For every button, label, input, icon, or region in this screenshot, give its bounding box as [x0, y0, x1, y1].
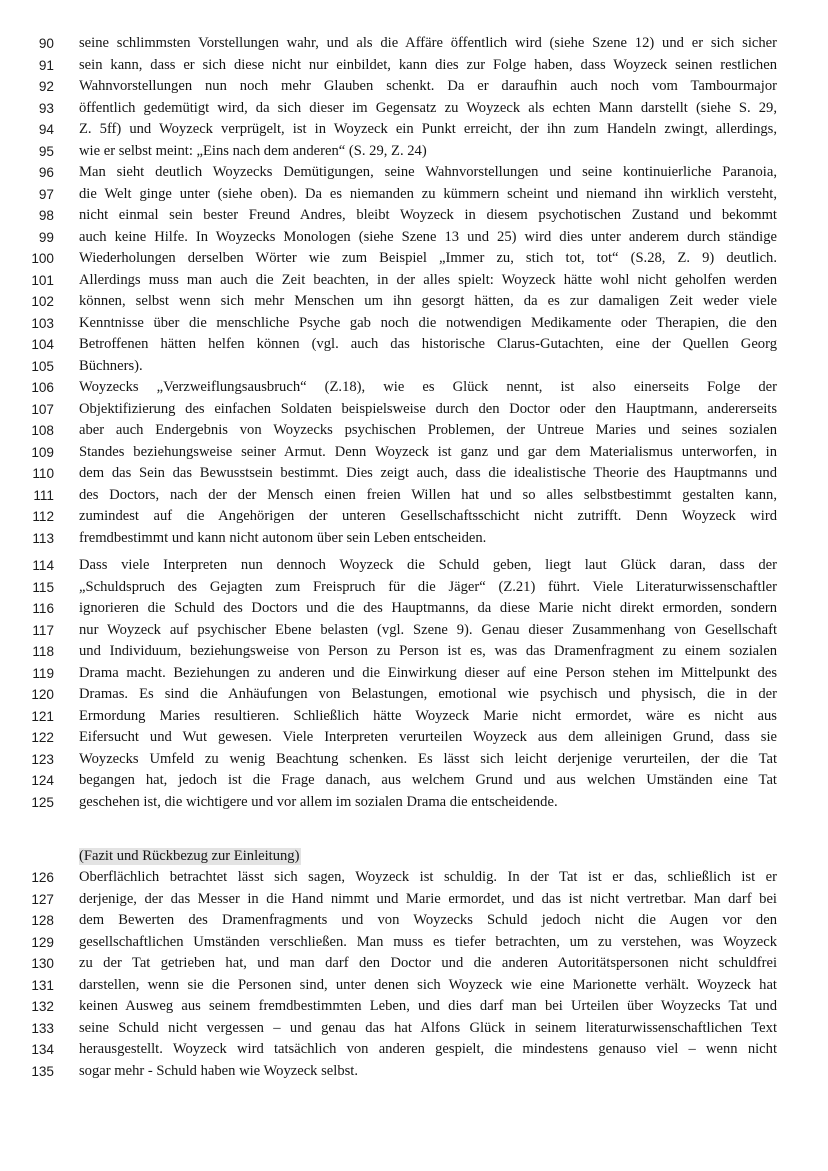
text-line: [0, 1018, 828, 1040]
line-text: zumindest auf die Angehörigen der unteren Gesellschaftsschicht nicht zutrifft. Denn Woyzeck wird: [79, 508, 777, 524]
line-number: 99: [38, 229, 54, 245]
line-text: sogar mehr - Schuld haben wie Woyzeck selbst.: [79, 1062, 359, 1079]
text-line: [0, 528, 828, 550]
paragraph-conclusion: [0, 867, 828, 1082]
line-text: herausgestellt. Woyzeck wird tatsächlich von anderen gespielt, die mindestens genauso viel – wenn nicht: [79, 1041, 777, 1057]
paragraph-3: [0, 555, 828, 813]
text-line: [0, 334, 828, 356]
line-text: können, selbst wenn sich mehr Menschen um ihn gesorgt hätten, da es zur damaligen Zeit weder viele: [79, 293, 777, 309]
line-number: 109: [31, 444, 54, 460]
line-text: Kenntnisse über die menschliche Psyche gab noch die notwendigen Medikamente oder Therapien, die den: [79, 314, 777, 331]
line-text: die Welt ginge unter (siehe oben). Da es niemanden zu kümmern scheint und niemand ihn wirklich versteht,: [79, 185, 777, 202]
line-number: 135: [31, 1063, 54, 1079]
line-number: 90: [38, 36, 54, 51]
line-text: auch keine Hilfe. In Woyzecks Monologen (siehe Szene 13 und 25) wird dies unter anderem durch ständige: [79, 228, 777, 245]
line-text: keinen Ausweg aus seinem fremdbestimmten Leben, und dies darf man bei Urteilen über Woyzecks Tat und: [79, 998, 777, 1014]
line-number: 125: [31, 794, 54, 810]
line-number: 110: [32, 466, 54, 481]
paragraph-2: [0, 377, 828, 549]
line-text: Objektifizierung des einfachen Soldaten beispielsweise durch den Doctor oder den Hauptmann, andererseits: [79, 400, 777, 417]
line-text: öffentlich gedemütigt wird, da sich dieser im Gegensatz zu Woyzeck als echten Mann darstellt (siehe S. 29,: [79, 99, 777, 116]
heading-text: (Fazit und Rückbezug zur Einleitung): [79, 848, 300, 864]
line-text: Allerdings muss man auch die Zeit beachten, in der alles spielt: Woyzeck hätte wohl nicht geholfen werden: [79, 271, 777, 288]
text-line: [0, 141, 828, 163]
line-text: wie er selbst meint: „Eins nach dem anderen“ (S. 29, Z. 24): [79, 142, 427, 159]
line-number: 113: [32, 530, 54, 546]
line-number: 121: [31, 708, 54, 724]
text-line: [0, 248, 828, 270]
line-number: 100: [31, 251, 54, 266]
line-number: 108: [31, 423, 54, 438]
line-text: ignorieren die Schuld des Doctors und die des Hauptmanns, da diese Marie nicht direkt ermorden, sondern: [79, 600, 777, 616]
text-line: [0, 76, 828, 98]
line-text: Woyzecks Umfeld zu wenig Beachtung schenken. Es lässt sich leicht derjenige verurteilen, der die Tat: [79, 750, 777, 767]
text-line: [0, 996, 828, 1018]
text-line: [0, 1039, 828, 1061]
line-text: Wiederholungen derselben Wörter wie zum Beispiel „Immer zu, stich tot, tot“ (S.28, Z. 9) deutlich.: [79, 250, 777, 266]
text-line: [0, 420, 828, 442]
line-text: „Schuldspruch des Gejagten zum Freispruch für die Jäger“ (Z.21) führt. Viele Literaturwissenschaftler: [79, 578, 777, 595]
line-text: Betroffenen hätten helfen können (vgl. auch das historische Clarus-Gutachten, eine der Quellen Georg: [79, 336, 777, 352]
line-text: dem Bewerten des Dramenfragments und von Woyzecks Schuld jedoch nicht die Augen vor den: [79, 912, 777, 928]
line-number: 98: [38, 208, 54, 223]
line-number: 116: [32, 601, 54, 616]
line-number: 111: [33, 487, 54, 503]
line-number: 96: [38, 165, 54, 180]
text-line: [0, 55, 828, 77]
line-number: 115: [32, 579, 54, 595]
line-number: 91: [38, 57, 54, 73]
text-line: [0, 399, 828, 421]
line-text: nur Woyzeck auf psychischer Ebene belasten (vgl. Szene 9). Genau dieser Zusammenhang von Gesellschaft: [79, 621, 777, 638]
text-line: [0, 910, 828, 932]
line-number: 123: [31, 751, 54, 767]
line-number: 120: [31, 687, 54, 702]
line-number: 131: [31, 977, 54, 993]
text-line: [0, 598, 828, 620]
line-number: 126: [31, 870, 54, 885]
text-line: [0, 684, 828, 706]
line-text: Oberflächlich betrachtet lässt sich sagen, Woyzeck ist schuldig. In der Tat ist er das, schließlich ist er: [79, 869, 777, 885]
line-text: begangen hat, jedoch ist die Frage danach, aus welchem Grund und aus welchen Umständen eine Tat: [79, 772, 777, 788]
text-line: [0, 770, 828, 792]
line-text: geschehen ist, die wichtigere und vor allem im sozialen Drama die entscheidende.: [79, 793, 558, 810]
text-line: [0, 227, 828, 249]
line-number: 112: [32, 509, 54, 524]
line-number: 105: [31, 358, 54, 374]
line-number: 114: [32, 558, 54, 573]
line-text: seine Schuld nicht vergessen – und genau das hat Alfons Glück in seinem literaturwissenschaftlichen Text: [79, 1019, 777, 1036]
text-line: [0, 749, 828, 771]
line-text: Eifersucht und Wut gewesen. Viele Interpreten verurteilen Woyzeck aus dem alleinigen Grund, dass sie: [79, 729, 777, 745]
line-number: 134: [31, 1042, 54, 1057]
text-line: [0, 1061, 828, 1083]
text-line: [0, 291, 828, 313]
text-line: [0, 792, 828, 814]
line-text: Man sieht deutlich Woyzecks Demütigungen, seine Wahnvorstellungen und seine kontinuierliche Paranoia,: [79, 164, 777, 180]
text-line: [0, 98, 828, 120]
line-text: Standes beziehungsweise seiner Armut. Denn Woyzeck ist ganz und gar dem Materialismus unterworfen, in: [79, 443, 777, 460]
text-line: [0, 205, 828, 227]
line-text: Drama macht. Beziehungen zu anderen und die Einwirkung dieser auf eine Person stehen im Mittelpunkt des: [79, 664, 777, 681]
text-line: [0, 641, 828, 663]
line-text: Woyzecks „Verzweiflungsausbruch“ (Z.18), wie es Glück nennt, ist also einerseits Folge der: [79, 379, 777, 395]
text-line: [0, 377, 828, 399]
text-line: [0, 555, 828, 577]
text-line: [0, 953, 828, 975]
text-line: [0, 270, 828, 292]
line-text: fremdbestimmt und kann nicht autonom über sein Leben entscheiden.: [79, 529, 487, 546]
line-number: 93: [38, 100, 54, 116]
line-text: Wahnvorstellungen nun noch mehr Glauben schenkt. Da er daraufhin auch noch vom Tambourmajor: [79, 78, 777, 94]
line-number: 128: [31, 913, 54, 928]
text-line: [0, 119, 828, 141]
line-number: 103: [31, 315, 54, 331]
text-line: [0, 975, 828, 997]
text-line: [0, 184, 828, 206]
line-text: gesellschaftlichen Umständen verschließen. Man muss es tiefer betrachten, um zu verstehen, was Woyzeck: [79, 933, 777, 950]
text-line: [0, 162, 828, 184]
line-number: 132: [31, 999, 54, 1014]
text-line: [0, 867, 828, 889]
line-text: Ermordung Maries resultieren. Schließlich hätte Woyzeck Marie nicht ermordet, wäre es nicht aus: [79, 707, 777, 724]
line-number: 102: [31, 294, 54, 309]
line-number: 130: [31, 956, 54, 971]
text-line: [0, 706, 828, 728]
text-line: [0, 932, 828, 954]
text-line: [0, 33, 828, 55]
line-number: 117: [32, 622, 54, 638]
text-line: [0, 506, 828, 528]
section-heading: [0, 845, 828, 867]
text-line: [0, 663, 828, 685]
line-number: 133: [31, 1020, 54, 1036]
line-text: zu der Tat getrieben hat, und man darf den Doctor und die anderen Autoritätspersonen nicht schuldfrei: [79, 955, 777, 971]
line-number: 94: [38, 122, 54, 137]
text-line: [0, 356, 828, 378]
line-text: Dramas. Es sind die Anhäufungen von Belastungen, emotional wie psychisch und physisch, die in der: [79, 686, 777, 702]
line-text: nicht einmal sein bester Freund Andres, bleibt Woyzeck in diesem psychotischen Zustand und bekommt: [79, 207, 777, 223]
line-number: 119: [32, 665, 54, 681]
line-text: und Individuum, beziehungsweise von Person zu Person ist es, was das Dramenfragment zu einem sozialen: [79, 643, 777, 659]
line-number: 129: [31, 934, 54, 950]
text-line: [0, 463, 828, 485]
line-number: 104: [31, 337, 54, 352]
line-number: 106: [31, 380, 54, 395]
line-text: darstellen, wenn sie die Personen sind, unter denen sich Woyzeck wie eine Marionette verhält. Woyzeck hat: [79, 976, 777, 993]
line-number: 107: [31, 401, 54, 417]
line-text: aber auch Endergebnis von Woyzecks psychischen Problemen, der Untreue Maries und seines sozialen: [79, 422, 777, 438]
line-number: 97: [38, 186, 54, 202]
text-line: [0, 620, 828, 642]
line-text: seine schlimmsten Vorstellungen wahr, und als die Affäre öffentlich wird (siehe Szene 12) und er sich sicher: [79, 35, 777, 51]
line-text: sein kann, dass er sich diese nicht nur einbildet, kann dies zur Folge haben, dass Woyzeck seinen restlichen: [79, 56, 777, 73]
line-number: 122: [31, 730, 54, 745]
line-number: 127: [31, 891, 54, 907]
line-text: Dass viele Interpreten nun dennoch Woyzeck die Schuld geben, liegt laut Glück daran, dass der: [79, 557, 777, 573]
paragraph-1: [0, 33, 828, 377]
text-line: [0, 313, 828, 335]
line-number: 124: [31, 773, 54, 788]
line-text: derjenige, der das Messer in die Hand nimmt und Marie ermordet, und das ist nicht vertretbar. Man darf bei: [79, 890, 777, 907]
line-number: 95: [38, 143, 54, 159]
text-line: [0, 889, 828, 911]
text-line: [0, 485, 828, 507]
line-text: Büchners).: [79, 357, 143, 374]
line-text: dem das Sein das Bewusstsein bestimmt. Dies zeigt auch, dass die idealistische Theorie des Hauptmanns und: [79, 465, 777, 481]
line-number: 92: [38, 79, 54, 94]
line-text: des Doctors, nach der der Mensch einen freien Willen hat und so alles selbstbestimmt gestalten kann,: [79, 486, 777, 503]
line-number: 101: [31, 272, 54, 288]
line-text: Z. 5ff) und Woyzeck verprügelt, ist in Woyzeck ein Punkt erreicht, der ihn zum Handeln zwingt, allerdings,: [79, 121, 777, 137]
text-line: [0, 727, 828, 749]
text-line: [0, 442, 828, 464]
line-number: 118: [32, 644, 54, 659]
text-line: [0, 577, 828, 599]
